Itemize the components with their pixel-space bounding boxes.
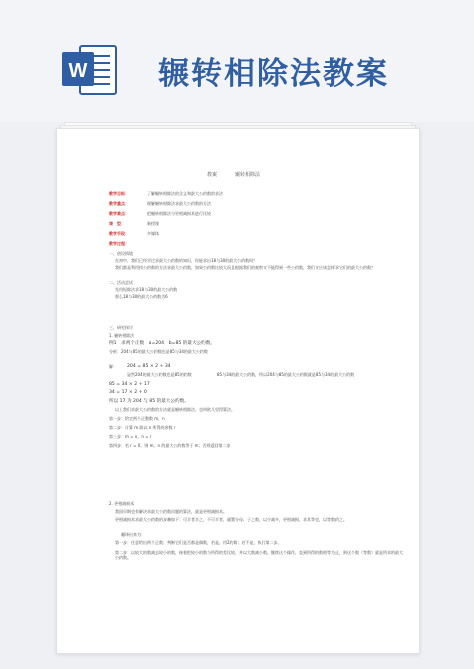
solution-label: 解： xyxy=(109,364,117,369)
example-1-conclusion: 所以 17 为 204 与 85 的最大公约数。 xyxy=(109,399,189,404)
section-1-text-a: 在初中，我们已经学过求最大公约数的知识，你能求出18与30的最大公约数吗？ xyxy=(115,258,258,263)
section-1-text-b: 我们都是利用找公约数的方法求最大公约数，如果公约数比较大而且根据我们的观察又不能得到一些公约数，我们又应该怎样求它们的最大公约数？ xyxy=(115,265,375,270)
equation-3: 34 = 17 × 2 + 0 xyxy=(109,390,147,395)
info-label-key: 教学重点： xyxy=(109,201,129,206)
info-label-type: 课 型： xyxy=(109,221,125,226)
word-document-icon xyxy=(60,40,118,98)
page-subtitle: 辗转相除法 xyxy=(235,172,261,178)
section-2-text-b: 那么18与30的最大公约数为6 xyxy=(115,294,168,299)
info-text-goal: 了解辗转相除法的含义和最大公约数的求法 xyxy=(147,191,223,196)
subtraction-step-2: 第二步：以较大的数减去较小的数，接着把较小的数与所得的差比较，并以大数减小数。继续这个操作，直到所得的数相等为止，则这个数（等数）就是所求的最大公约数。 xyxy=(115,550,403,560)
example-1-summary: 以上我们求最大公约数的方法就是辗转相除法，也叫欧几里得算法。 xyxy=(115,407,235,412)
translation-label: 翻译出来为： xyxy=(121,532,145,537)
section-2-text-a: 先用短除法求18与30的最大公约数 xyxy=(115,287,178,292)
info-text-difficult: 把辗转相除法与更相减损术进行比较 xyxy=(147,211,211,216)
subtraction-step-1: 第一步：任意给出两个正数；判断它们是否都是偶数，若是，用2约简；若不是，执行第二步。 xyxy=(115,540,282,545)
document-header xyxy=(0,0,474,122)
algorithm-step-1: 第一步：给定两个正整数 m，n xyxy=(109,416,165,421)
section-3-sub-b: 2. 更相减损术 xyxy=(109,501,135,506)
info-text-key: 理解辗转相除法求最大公约数的方法 xyxy=(147,201,211,206)
section-3-heading: 三、研究探讨 xyxy=(109,325,133,330)
info-label-goal: 教学目标： xyxy=(109,191,129,196)
equation-2: 85 = 34 × 2 + 17 xyxy=(109,382,150,387)
info-text-means: 多媒体 xyxy=(147,231,159,236)
info-text-type: 新授课 xyxy=(147,221,159,226)
section-3-sub-a: 1. 辗转相除法 xyxy=(109,333,135,338)
info-label-process: 教学过程： xyxy=(109,241,129,246)
document-page[interactable] xyxy=(56,128,420,654)
example-1-note-b: 显然204的最大公约数也是85的约数 xyxy=(127,372,192,377)
section-2-heading: 二、活动尝试 xyxy=(109,280,133,285)
algorithm-step-2: 第二步：计算 m 除以 n 所得的余数 r xyxy=(109,425,176,430)
document-title: 辗转相除法教案 xyxy=(158,56,389,92)
subtraction-steps: 更相减损术求最大公约数的步骤如下：可半者半之，不可半者，副置分母、子之数，以少减多，更相减损，求其等也，以等数约之。 xyxy=(115,517,347,522)
word-icon-letter: W xyxy=(68,60,88,82)
section-1-heading: 一、创设情境 xyxy=(109,251,133,256)
example-1-analysis: 分析：204与85的最大公约数也是85与34的最大公约数 xyxy=(109,349,208,354)
subtraction-intro: 我国早期也有解决求最大公约数问题的算法，就是更相减损术。 xyxy=(115,509,227,514)
info-label-difficult: 教学难点： xyxy=(109,211,129,216)
info-label-means: 教学手段： xyxy=(109,231,129,236)
example-1: 例1 求两个正数 a=204 b=85 的最大公约数。 xyxy=(109,341,215,346)
algorithm-step-4: 第四步：若 r = 0，则 m，n 的最大公约数等于 m；否则返回第二步 xyxy=(109,443,231,448)
algorithm-step-3: 第三步：m = n，n = r xyxy=(109,434,152,439)
equation-1: 204 = 85 × 2 + 34 xyxy=(127,364,171,369)
page-title: 教案 xyxy=(207,172,218,178)
example-1-note-c: 85与34的最大公约数，所以204与85的最大公约数就是85与34的最大公约数 xyxy=(217,372,355,377)
